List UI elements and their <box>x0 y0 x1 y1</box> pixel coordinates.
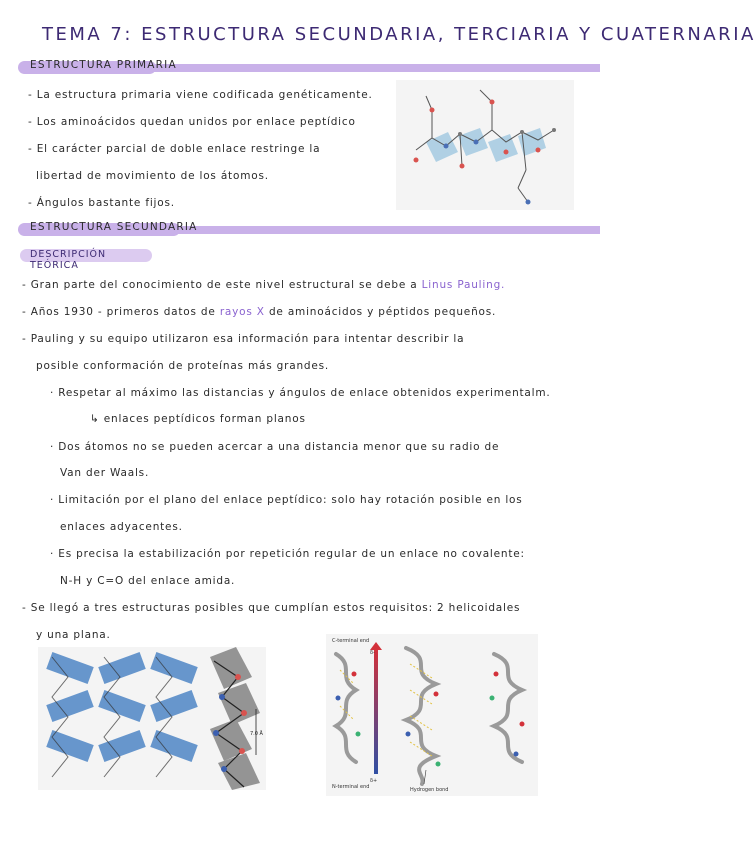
text-line: posible conformación de proteínas más grandes. <box>36 360 330 372</box>
highlight-rayos-x: rayos X <box>219 306 265 318</box>
text-line: y una plana. <box>36 629 111 641</box>
bullet-line: Van der Waals. <box>60 467 150 479</box>
bullet-line: · Respetar al máximo las distancias y ángulos de enlace obtenidos experimentalm. <box>50 387 551 399</box>
text-line: - Pauling y su equipo utilizaron esa información para intentar describir la <box>22 333 465 345</box>
text-line: - Años 1930 - primeros datos de rayos X de aminoácidos y péptidos pequeños. <box>22 306 497 318</box>
beta-sheet-figure <box>38 647 266 790</box>
bullet-line: enlaces adyacentes. <box>60 521 183 533</box>
text-line: - La estructura primaria viene codificada genéticamente. <box>28 89 373 101</box>
highlight-pauling: Linus Pauling. <box>421 279 506 291</box>
text-line: - Gran parte del conocimiento de este nivel estructural se debe a Linus Pauling. <box>22 279 506 291</box>
subheading-pill <box>20 249 152 271</box>
text-line: libertad de movimiento de los átomos. <box>36 170 269 182</box>
section-heading-secundaria: ESTRUCTURA SECUNDARIA <box>30 221 198 233</box>
alpha-helix-figure <box>326 634 538 796</box>
text-line: - Los aminoácidos quedan unidos por enlace peptídico <box>28 116 356 128</box>
peptide-chain-figure <box>396 80 574 210</box>
subheading-descripcion-teorica: DESCRIPCIÓN TEÓRICA <box>30 249 107 271</box>
bullet-line: · Limitación por el plano del enlace peptídico: solo hay rotación posible en los <box>50 494 523 506</box>
page-title: TEMA 7: ESTRUCTURA SECUNDARIA, TERCIARIA Y CUATERNARIA <box>42 24 756 45</box>
dipole-minus-label: δ- <box>370 650 375 656</box>
text-line: - Se llegó a tres estructuras posibles que cumplían estos requisitos: 2 helicoidales <box>22 602 521 614</box>
bullet-line: · Dos átomos no se pueden acercar a una distancia menor que su radio de <box>50 441 500 453</box>
bullet-line: N-H y C=O del enlace amida. <box>60 575 236 587</box>
section-heading-primaria: ESTRUCTURA PRIMARIA <box>30 59 177 71</box>
hydrogen-bond-label: Hydrogen bond <box>410 787 449 793</box>
dipole-arrow <box>374 648 378 774</box>
sheet-distance-label: 7.0 Å <box>250 731 263 737</box>
bullet-sub-line: ↳ enlaces peptídicos forman planos <box>90 413 306 425</box>
section-band-primaria <box>0 61 600 74</box>
n-terminal-label: N-terminal end <box>332 784 370 790</box>
section-band-secundaria <box>0 223 600 236</box>
bullet-line: · Es precisa la estabilización por repetición regular de un enlace no covalente: <box>50 548 525 560</box>
c-terminal-label: C-terminal end <box>332 638 370 644</box>
text-line: - El carácter parcial de doble enlace restringe la <box>28 143 321 155</box>
dipole-plus-label: δ+ <box>370 778 378 784</box>
text-line: - Ángulos bastante fijos. <box>28 197 175 209</box>
